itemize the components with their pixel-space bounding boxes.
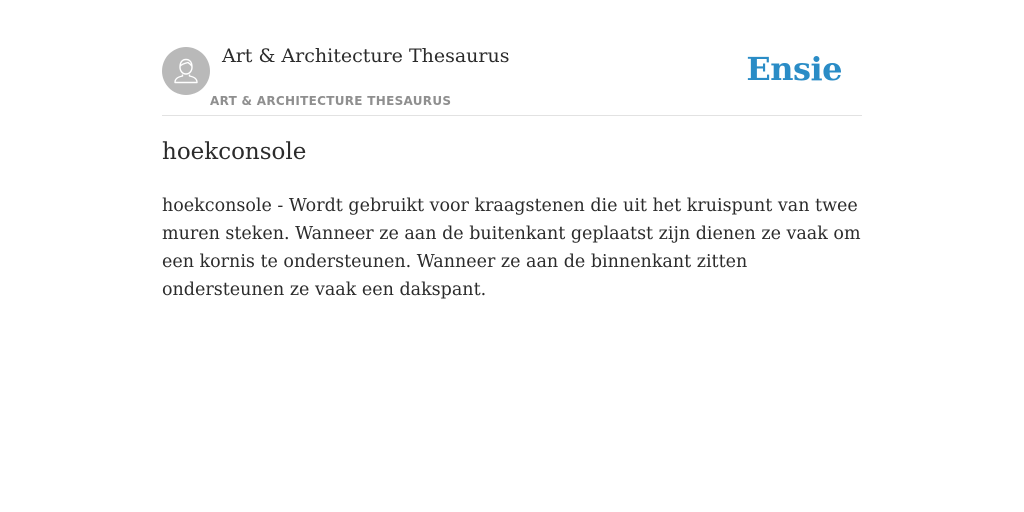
author-name-link[interactable]: Art & Architecture Thesaurus xyxy=(222,45,510,67)
user-silhouette-icon xyxy=(171,56,201,86)
term-definition: hoekconsole - Wordt gebruikt voor kraagstenen die uit het kruispunt van twee muren steken. Wanneer ze aan de buitenkant geplaatst zijn dienen ze vaak om een kornis te ondersteunen. Wanneer ze aan de binnenkant zitten ondersteunen ze vaak een dakspant. xyxy=(162,196,861,300)
author-avatar[interactable] xyxy=(162,47,210,95)
ensie-logo[interactable]: Ensie xyxy=(746,50,842,88)
source-label-link[interactable]: ART & ARCHITECTURE THESAURUS xyxy=(210,94,452,108)
term-title: hoekconsole xyxy=(162,139,307,165)
entry-header xyxy=(162,0,862,116)
page-container xyxy=(162,0,862,300)
